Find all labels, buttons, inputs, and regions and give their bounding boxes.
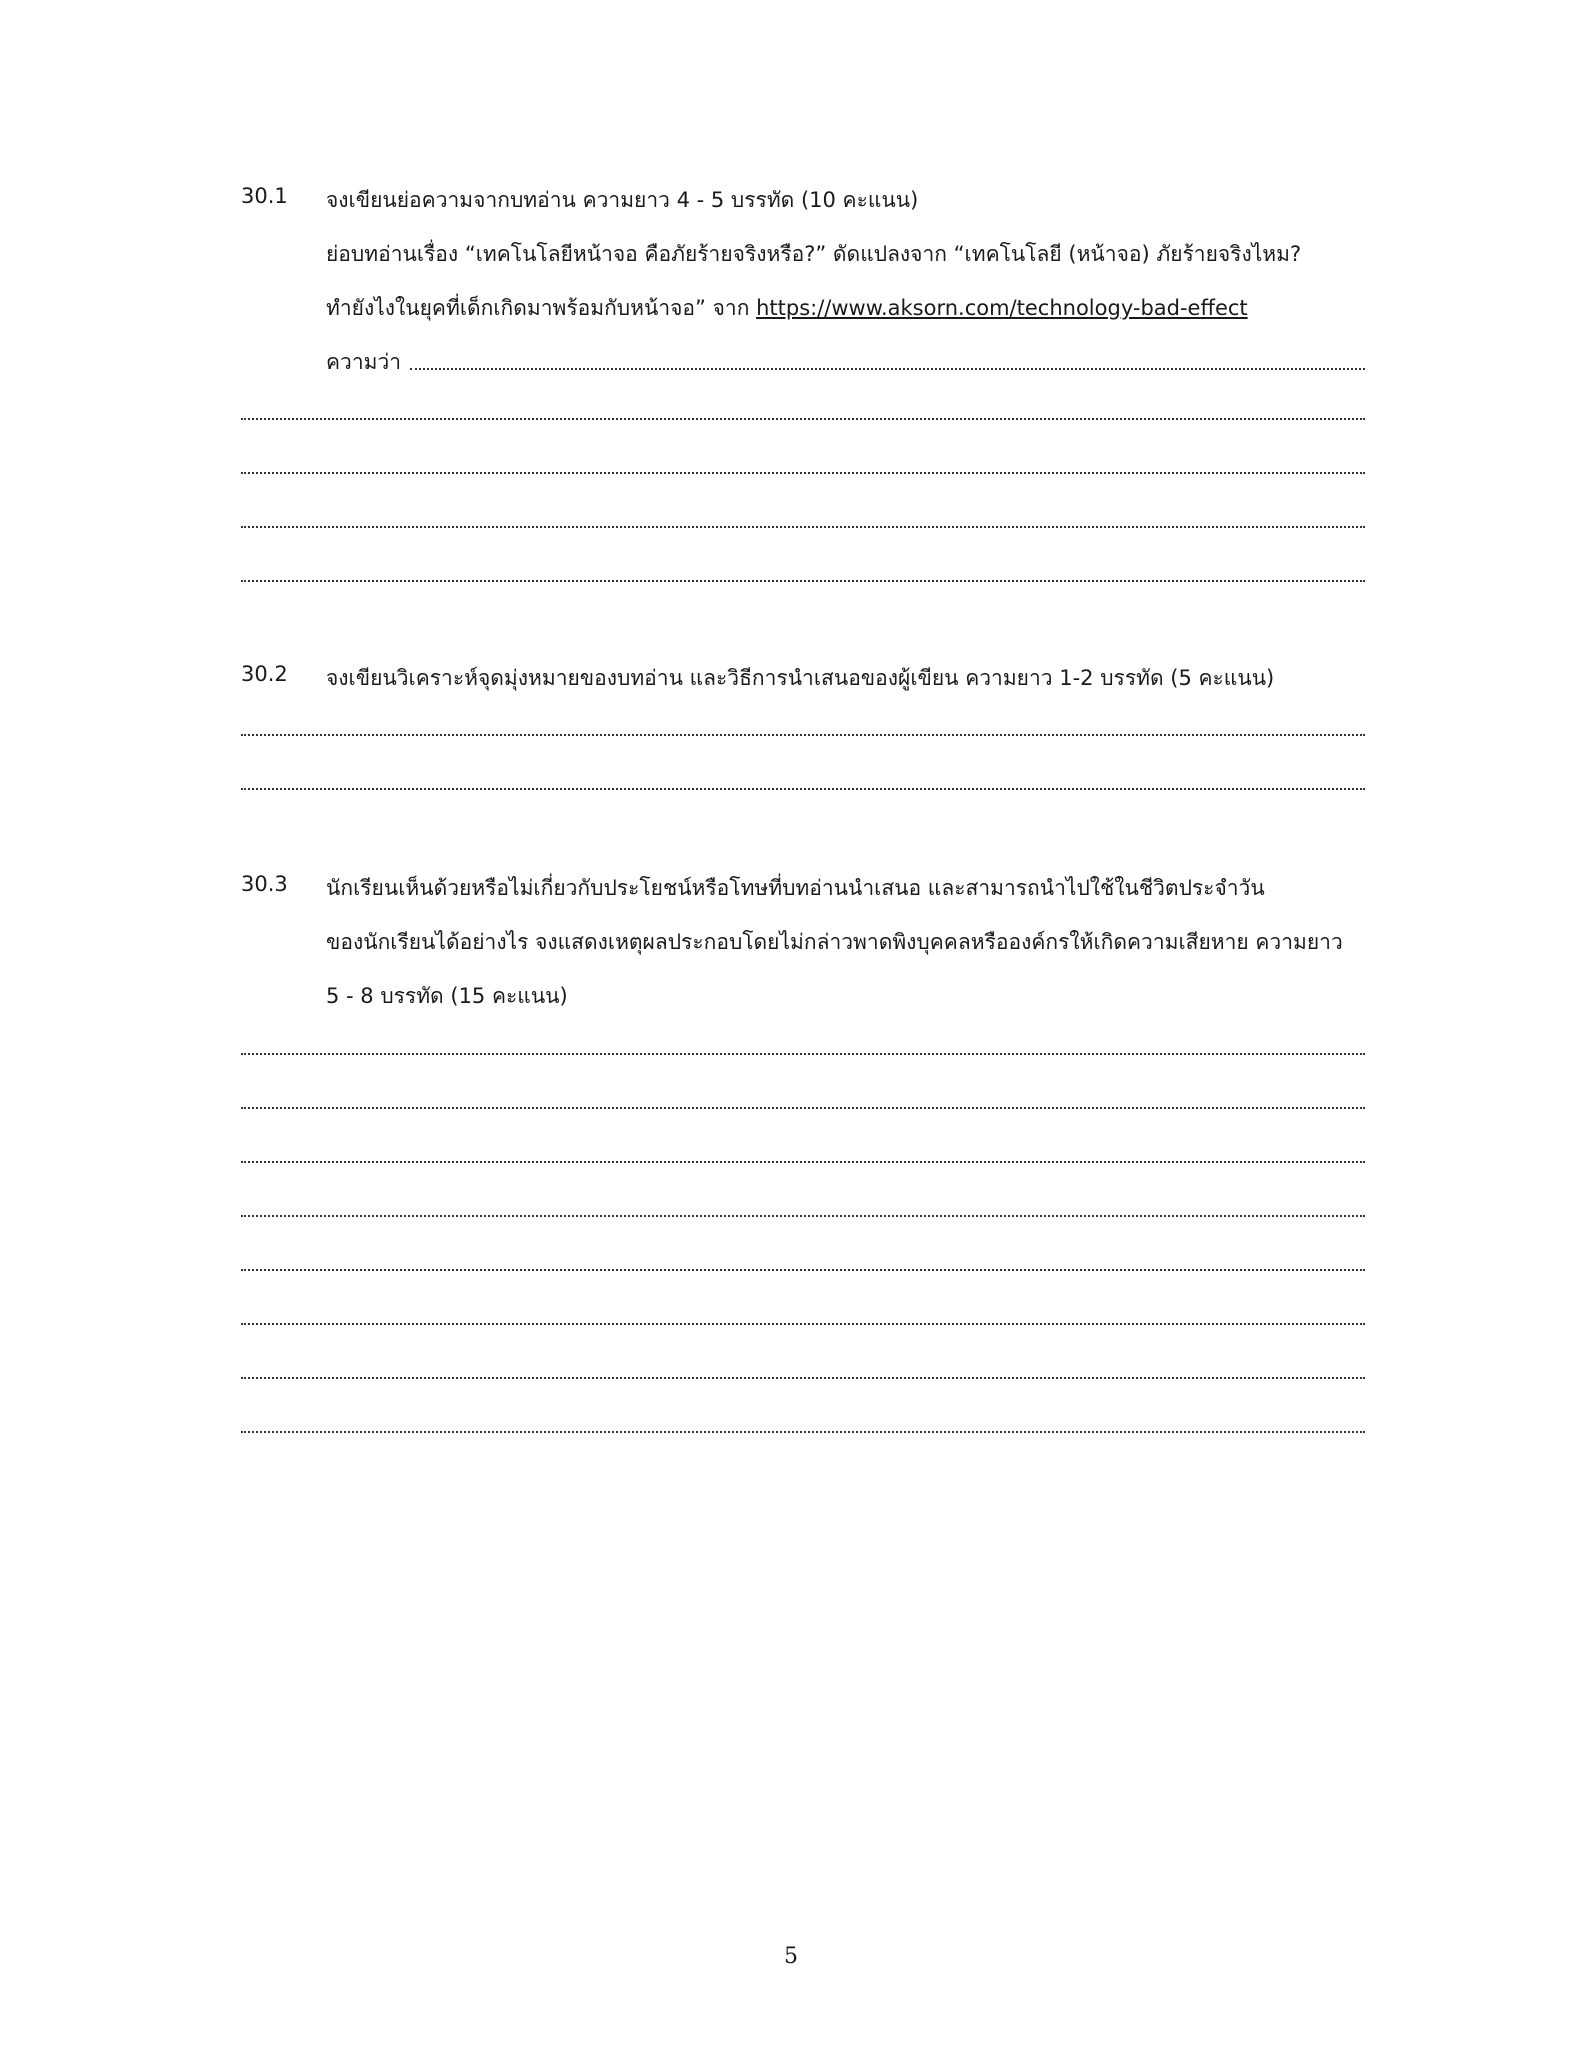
answer-line[interactable] bbox=[241, 1161, 1365, 1163]
answer-line[interactable] bbox=[241, 1215, 1365, 1217]
source-link[interactable]: https://www.aksorn.com/technology-bad-effect bbox=[756, 296, 1248, 320]
answer-line[interactable] bbox=[241, 734, 1365, 736]
answer-line[interactable] bbox=[241, 526, 1365, 528]
question-30-3-prompt-line-1: นักเรียนเห็นด้วยหรือไม่เกี่ยวกับประโยชน์หรือโทษที่บทอ่านนำเสนอ และสามารถนำไปใช้ในชีวิตประจำวัน bbox=[326, 876, 1265, 900]
question-30-1-number: 30.1 bbox=[241, 184, 288, 208]
question-30-3-prompt-line-3: 5 - 8 บรรทัด (15 คะแนน) bbox=[326, 984, 568, 1008]
source-text: ทำยังไงในยุคที่เด็กเกิดมาพร้อมกับหน้าจอ” จาก bbox=[326, 296, 757, 320]
answer-line[interactable] bbox=[241, 580, 1365, 582]
answer-line[interactable] bbox=[241, 472, 1365, 474]
question-30-2-number: 30.2 bbox=[241, 662, 288, 686]
question-30-1-source-line: ย่อบทอ่านเรื่อง “เทคโนโลยีหน้าจอ คือภัยร้ายจริงหรือ?” ดัดแปลงจาก “เทคโนโลยี (หน้าจอ) ภัยร้ายจริงไหม? bbox=[326, 242, 1302, 266]
answer-line[interactable] bbox=[241, 1377, 1365, 1379]
answer-line[interactable] bbox=[241, 1269, 1365, 1271]
question-30-1-prompt: จงเขียนย่อความจากบทอ่าน ความยาว 4 - 5 บรรทัด (10 คะแนน) bbox=[326, 188, 919, 212]
answer-line[interactable] bbox=[241, 788, 1365, 790]
question-30-3-prompt-line-2: ของนักเรียนได้อย่างไร จงแสดงเหตุผลประกอบโดยไม่กล่าวพาดพิงบุคคลหรือองค์กรให้เกิดความเสียหาย ความยาว bbox=[326, 930, 1343, 954]
question-30-3-number: 30.3 bbox=[241, 872, 288, 896]
answer-line[interactable] bbox=[241, 1053, 1365, 1055]
question-30-2-prompt: จงเขียนวิเคราะห์จุดมุ่งหมายของบทอ่าน และวิธีการนำเสนอของผู้เขียน ความยาว 1-2 บรรทัด (5 คะแนน) bbox=[326, 666, 1275, 690]
question-30-1-source-line-2 bbox=[326, 292, 1248, 325]
page-number: 5 bbox=[784, 1944, 798, 1969]
answer-line[interactable] bbox=[241, 418, 1365, 420]
answer-line[interactable] bbox=[241, 1431, 1365, 1433]
answer-line[interactable] bbox=[410, 368, 1365, 370]
answer-line[interactable] bbox=[241, 1107, 1365, 1109]
answer-lead-label: ความว่า bbox=[326, 350, 402, 374]
answer-line[interactable] bbox=[241, 1323, 1365, 1325]
